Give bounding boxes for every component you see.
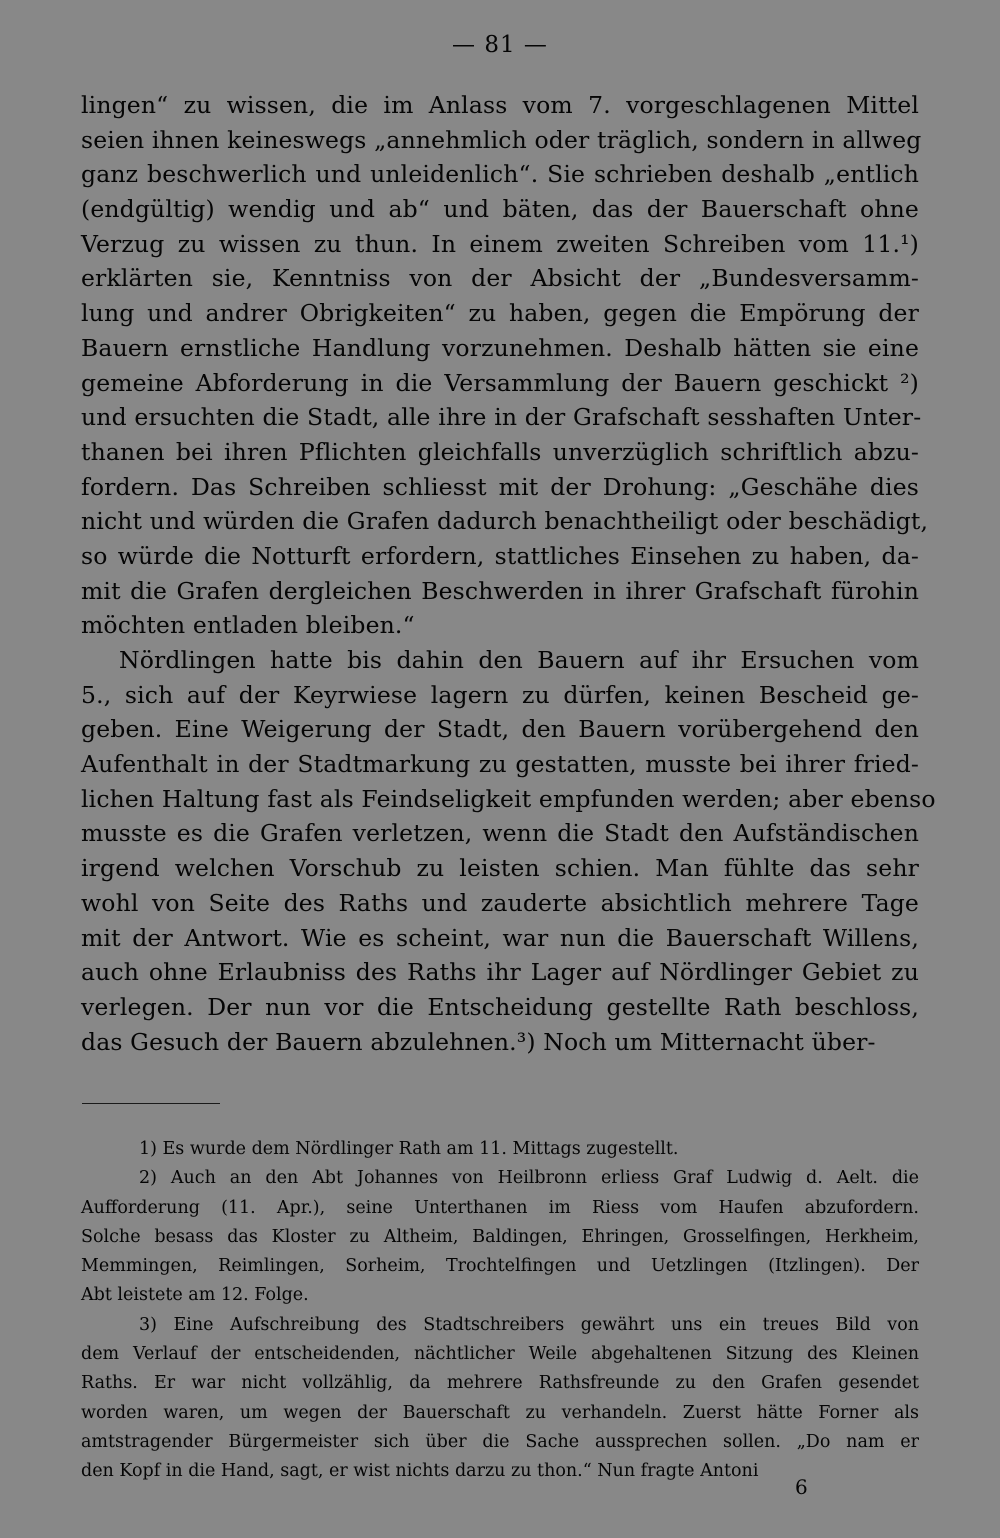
text-line: verlegen. Der nun vor die Entscheidung gestellte Rath beschloss, — [81, 992, 919, 1021]
text-line: seien ihnen keineswegs „annehmlich oder träglich, sondern in allweg — [81, 125, 922, 154]
text-line: mit die Grafen dergleichen Beschwerden in ihrer Grafschaft fürohin — [81, 576, 919, 605]
text-line: irgend welchen Vorschub zu leisten schien. Man fühlte das sehr — [81, 854, 919, 883]
text-line: ganz beschwerlich und unleidenlich“. Sie schrieben deshalb „entlich — [81, 160, 919, 189]
text-line: lichen Haltung fast als Feindseligkeit empfunden werden; aber ebenso — [81, 784, 936, 813]
footnote-line: Aufforderung (11. Apr.), seine Unterthanen im Riess vom Haufen abzufordern. — [81, 1197, 919, 1218]
footnote-line: den Kopf in die Hand, sagt, er wist nichts darzu zu thon.“ Nun fragte Antoni — [81, 1461, 759, 1482]
page-number: — 81 — — [452, 32, 548, 58]
text-line: lung und andrer Obrigkeiten“ zu haben, gegen die Empörung der — [81, 299, 919, 328]
text-line: 5., sich auf der Keyrwiese lagern zu dürfen, keinen Bescheid ge- — [81, 680, 919, 709]
text-line: wohl von Seite des Raths und zauderte absichtlich mehrere Tage — [81, 888, 919, 917]
footnote-line: amtstragender Bürgermeister sich über die Sache aussprechen sollen. „Do nam er — [81, 1431, 919, 1452]
text-line: lingen“ zu wissen, die im Anlass vom 7. vorgeschlagenen Mittel — [81, 91, 919, 119]
text-line: nicht und würden die Grafen dadurch benachtheiligt oder beschädigt, — [81, 507, 929, 536]
footnotes — [81, 1135, 919, 1487]
text-line: erklärten sie, Kenntniss von der Absicht der „Bundesversamm- — [81, 264, 919, 293]
footnote-line: Abt leistete am 12. Folge. — [81, 1285, 309, 1306]
footnote-line: dem Verlauf der entscheidenden, nächtlicher Weile abgehaltenen Sitzung des Kleinen — [81, 1344, 919, 1365]
text-line: mit der Antwort. Wie es scheint, war nun die Bauerschaft Willens, — [81, 923, 919, 952]
footnote-line: 2) Auch an den Abt Johannes von Heilbronn erliess Graf Ludwig d. Aelt. die — [139, 1168, 919, 1189]
text-line: (endgültig) wendig und ab“ und bäten, das der Bauerschaft ohne — [81, 195, 919, 224]
footnote-divider — [82, 1103, 220, 1105]
text-line: so würde die Notturft erfordern, stattliches Einsehen zu haben, da- — [81, 541, 919, 570]
footnote-line: Solche besass das Kloster zu Altheim, Baldingen, Ehringen, Grosselfingen, Herkheim, — [81, 1226, 919, 1247]
text-line: gemeine Abforderung in die Versammlung der Bauern geschickt ²) — [81, 368, 919, 397]
text-line: möchten entladen bleiben.“ — [81, 611, 415, 640]
body-text — [81, 88, 936, 1059]
text-line: Nördlingen hatte bis dahin den Bauern auf ihr Ersuchen vom — [119, 646, 919, 674]
footnote-line: worden waren, um wegen der Bauerschaft zu verhandeln. Zuerst hätte Forner als — [81, 1402, 919, 1423]
text-line: geben. Eine Weigerung der Stadt, den Bauern vorübergehend den — [81, 715, 919, 744]
text-line: Bauern ernstliche Handlung vorzunehmen. Deshalb hätten sie eine — [81, 333, 919, 362]
text-line: Verzug zu wissen zu thun. In einem zweiten Schreiben vom 11.¹) — [81, 229, 919, 258]
text-line: musste es die Grafen verletzen, wenn die Stadt den Aufständischen — [81, 819, 919, 848]
text-line: und ersuchten die Stadt, alle ihre in der Grafschaft sesshaften Unter- — [81, 403, 922, 432]
text-line: thanen bei ihren Pflichten gleichfalls unverzüglich schriftlich abzu- — [81, 437, 919, 466]
text-line: Aufenthalt in der Stadtmarkung zu gestatten, musste bei ihrer fried- — [81, 750, 919, 779]
footnote-line: Memmingen, Reimlingen, Sorheim, Trochtelfingen und Uetzlingen (Itzlingen). Der — [81, 1256, 919, 1277]
text-line: fordern. Das Schreiben schliesst mit der Drohung: „Geschähe dies — [81, 472, 919, 501]
footnote-line: Raths. Er war nicht vollzählig, da mehrere Rathsfreunde zu den Grafen gesendet — [81, 1373, 919, 1394]
printer-signature-mark: 6 — [795, 1475, 808, 1499]
text-line: das Gesuch der Bauern abzulehnen.³) Noch um Mitternacht über- — [81, 1027, 876, 1056]
footnote-line: 3) Eine Aufschreibung des Stadtschreibers gewährt uns ein treues Bild von — [139, 1314, 919, 1335]
text-line: auch ohne Erlaubniss des Raths ihr Lager auf Nördlinger Gebiet zu — [81, 958, 919, 987]
footnote-line: 1) Es wurde dem Nördlinger Rath am 11. Mittags zugestellt. — [139, 1139, 679, 1159]
